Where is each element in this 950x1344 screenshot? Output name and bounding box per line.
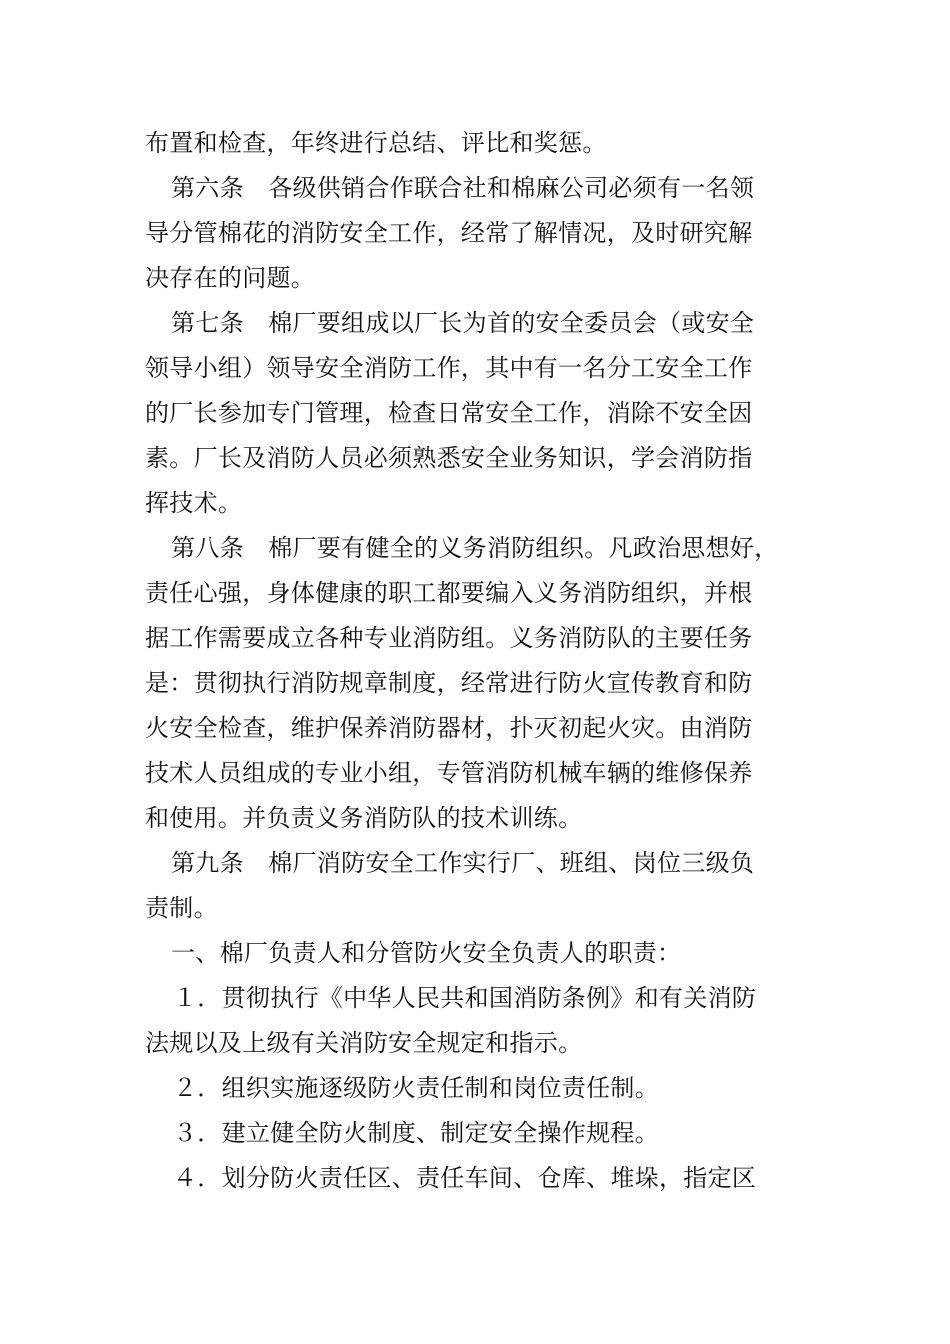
- section-heading: [145, 931, 795, 976]
- list-item-1: [145, 976, 795, 1066]
- text-line: 火安全检查，维护保养消防器材，扑灭初起火灾。由消防: [145, 714, 753, 742]
- text-line: 第七条 棉厂要组成以厂长为首的安全委员会（或安全: [171, 309, 755, 337]
- text-line: 和使用。并负责义务消防队的技术训练。: [145, 804, 583, 832]
- list-item-3: [145, 1111, 795, 1156]
- article-9: [145, 841, 795, 931]
- text-line: 导分管棉花的消防安全工作，经常了解情况，及时研究解: [145, 219, 753, 247]
- list-item-2: [145, 1066, 795, 1111]
- text-line: 是：贯彻执行消防规章制度，经常进行防火宣传教育和防: [145, 669, 753, 697]
- text-line: 第六条 各级供销合作联合社和棉麻公司必须有一名领: [171, 174, 755, 202]
- list-item-4: [145, 1156, 795, 1201]
- text-line: 布置和检查，年终进行总结、评比和奖惩。: [145, 129, 607, 157]
- article-7: [145, 301, 795, 526]
- text-line: 第九条 棉厂消防安全工作实行厂、班组、岗位三级负: [171, 849, 755, 877]
- text-line: 决存在的问题。: [145, 264, 316, 292]
- text-line: ４．划分防火责任区、责任车间、仓库、堆垛，指定区: [173, 1164, 757, 1192]
- text-line: 领导小组）领导安全消防工作，其中有一名分工安全工作: [145, 354, 753, 382]
- text-line: 的厂长参加专门管理，检查日常安全工作，消除不安全因: [145, 399, 753, 427]
- text-line: 责任心强，身体健康的职工都要编入义务消防组织，并根: [145, 579, 753, 607]
- document-body: [145, 121, 795, 1201]
- text-line: 法规以及上级有关消防安全规定和指示。: [145, 1029, 583, 1057]
- text-line: 挥技术。: [145, 489, 243, 517]
- text-line: ２．组织实施逐级防火责任制和岗位责任制。: [173, 1074, 659, 1102]
- text-line: 技术人员组成的专业小组，专管消防机械车辆的维修保养: [145, 759, 753, 787]
- text-line: 第八条 棉厂要有健全的义务消防组织。凡政治思想好，: [171, 534, 779, 562]
- text-line: ３．建立健全防火制度、制定安全操作规程。: [173, 1119, 659, 1147]
- text-line: 一、棉厂负责人和分管防火安全负责人的职责：: [171, 939, 682, 967]
- article-6: [145, 166, 795, 301]
- article-8: [145, 526, 795, 841]
- text-line: 责制。: [145, 894, 218, 922]
- text-line: １．贯彻执行《中华人民共和国消防条例》和有关消防: [173, 984, 757, 1012]
- text-line: 据工作需要成立各种专业消防组。义务消防队的主要任务: [145, 624, 753, 652]
- text-line: 素。厂长及消防人员必须熟悉安全业务知识，学会消防指: [145, 444, 753, 472]
- paragraph-continuation: [145, 121, 795, 166]
